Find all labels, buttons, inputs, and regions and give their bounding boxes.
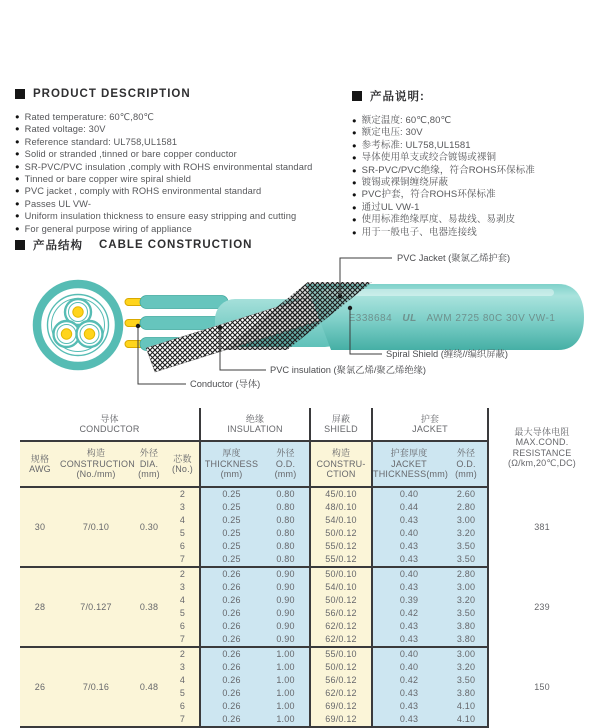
column-header-dia: 外径 DIA. (mm) <box>132 441 166 487</box>
jacket-od-cell: 2.60 <box>445 487 488 501</box>
bullet-item <box>352 214 600 226</box>
column-header-shield-construction: 构造 CONSTRU- CTION <box>310 441 372 487</box>
core-count-cell: 4 <box>166 674 200 687</box>
bullet-item <box>352 227 600 239</box>
jacket-od-cell: 3.20 <box>445 527 488 540</box>
construction-title-en: CABLE CONSTRUCTION <box>99 239 253 251</box>
jacket-od-cell: 3.20 <box>445 594 488 607</box>
product-description-cn-section <box>352 88 600 239</box>
insulation-thickness-cell: 0.26 <box>200 674 262 687</box>
column-header-cores: 芯数 (No.) <box>166 441 200 487</box>
insulation-thickness-cell: 0.26 <box>200 661 262 674</box>
bullet-item <box>352 165 600 177</box>
jacket-od-cell: 3.80 <box>445 620 488 633</box>
jacket-od-cell: 3.00 <box>445 514 488 527</box>
cable-diagram-svg <box>20 250 595 402</box>
spec-row <box>20 567 595 581</box>
jacket-od-cell: 3.50 <box>445 553 488 567</box>
shield-construction-cell: 54/0.10 <box>310 581 372 594</box>
insulation-od-cell: 0.90 <box>262 620 310 633</box>
shield-construction-cell: 54/0.10 <box>310 514 372 527</box>
insulation-od-cell: 1.00 <box>262 661 310 674</box>
bullet-item <box>15 111 347 123</box>
bullet-item <box>15 185 347 197</box>
core-count-cell: 2 <box>166 567 200 581</box>
group-header-conductor: 导体 CONDUCTOR <box>20 408 200 441</box>
bullet-text: 镀锡或裸铜缠绕屏蔽 <box>361 177 449 189</box>
bullet-icon: ● <box>15 149 20 159</box>
insulation-thickness-cell: 0.25 <box>200 553 262 567</box>
bullet-item <box>352 127 600 139</box>
cable-construction-diagram <box>20 250 595 402</box>
bullet-text: 使用标准绝缘厚度、易裁线、易剥皮 <box>361 214 516 226</box>
bullet-text: Passes UL VW- <box>24 198 92 209</box>
shield-construction-cell: 45/0.10 <box>310 487 372 501</box>
insulation-od-cell: 1.00 <box>262 674 310 687</box>
shield-construction-cell: 50/0.12 <box>310 527 372 540</box>
label-conductor: Conductor (导体) <box>190 379 261 389</box>
bullet-text: 用于一般电子、电器连接线 <box>361 226 477 238</box>
column-header-ins-od: 外径 O.D. (mm) <box>262 441 310 487</box>
column-header-resistance: 最大导体电阻 MAX.COND. RESISTANCE (Ω/km,20℃,DC) <box>488 408 595 487</box>
shield-construction-cell: 55/0.10 <box>310 647 372 661</box>
bullet-text: Uniform insulation thickness to ensure easy stripping and cutting <box>24 211 297 222</box>
bullet-icon: ● <box>15 136 20 146</box>
bullet-text: Rated temperature: 60℃,80℃ <box>24 112 155 122</box>
bullet-icon: ● <box>352 165 357 175</box>
bullet-item <box>15 210 347 222</box>
insulated-wire <box>140 296 228 309</box>
jacket-od-cell: 3.50 <box>445 674 488 687</box>
spec-table <box>20 408 595 728</box>
bullet-item <box>15 123 347 135</box>
insulation-od-cell: 0.80 <box>262 527 310 540</box>
group-header-row <box>20 408 595 441</box>
awg-cell: 26 <box>20 647 60 727</box>
core-count-cell: 5 <box>166 687 200 700</box>
jacket-thickness-cell: 0.40 <box>372 647 445 661</box>
ul-file-number: E338684 <box>348 313 393 324</box>
jacket-thickness-cell: 0.40 <box>372 567 445 581</box>
jacket-od-cell: 3.00 <box>445 581 488 594</box>
construction-cell: 7/0.16 <box>60 647 132 727</box>
construction-cell: 7/0.10 <box>60 487 132 567</box>
cable-spec-print: AWM 2725 80C 30V VW-1 <box>426 313 556 324</box>
resistance-cell: 381 <box>488 487 595 567</box>
bullet-text: Tinned or bare copper wire spiral shield <box>24 174 192 185</box>
bullet-text: 额定电压: 30V <box>361 127 423 139</box>
shield-construction-cell: 69/0.12 <box>310 700 372 713</box>
bullet-icon: ● <box>15 211 20 221</box>
bullet-text: SR-PVC/PVC insulation ,comply with ROHS environmental standard <box>24 161 313 172</box>
insulation-od-cell: 0.90 <box>262 633 310 647</box>
insulation-od-cell: 0.90 <box>262 581 310 594</box>
jacket-thickness-cell: 0.43 <box>372 700 445 713</box>
core-count-cell: 7 <box>166 713 200 727</box>
insulation-thickness-cell: 0.26 <box>200 633 262 647</box>
bullet-item <box>15 161 347 173</box>
bullet-icon: ● <box>15 223 20 233</box>
bullet-icon: ● <box>15 174 20 184</box>
label-spiral-shield: Spiral Shield (缠绕//编织屏蔽) <box>386 349 508 359</box>
awg-cell: 30 <box>20 487 60 567</box>
group-header-shield: 屏蔽 SHIELD <box>310 408 372 441</box>
jacket-thickness-cell: 0.42 <box>372 607 445 620</box>
jacket-od-cell: 3.50 <box>445 540 488 553</box>
insulation-od-cell: 0.90 <box>262 567 310 581</box>
label-pvc-insulation: PVC insulation (聚氯乙烯/聚乙烯绝缘) <box>270 365 427 375</box>
insulation-thickness-cell: 0.26 <box>200 594 262 607</box>
insulation-thickness-cell: 0.25 <box>200 527 262 540</box>
bullet-item <box>15 198 347 210</box>
awg-cell: 28 <box>20 567 60 647</box>
shield-construction-cell: 69/0.12 <box>310 713 372 727</box>
column-header-jacket-thickness: 护套厚度 JACKET THICKNESS(mm) <box>372 441 445 487</box>
dia-cell: 0.48 <box>132 647 166 727</box>
bullet-text: 导体使用单支或绞合镀锡或裸铜 <box>361 152 497 164</box>
core-count-cell: 4 <box>166 514 200 527</box>
core-count-cell: 3 <box>166 501 200 514</box>
bullet-icon: ● <box>352 227 357 237</box>
insulation-od-cell: 1.00 <box>262 700 310 713</box>
column-header-ins-thickness: 厚度 THICKNESS (mm) <box>200 441 262 487</box>
jacket-thickness-cell: 0.39 <box>372 594 445 607</box>
shield-construction-cell: 55/0.12 <box>310 553 372 567</box>
jacket-thickness-cell: 0.43 <box>372 713 445 727</box>
bullet-icon: ● <box>352 215 357 225</box>
product-description-cn-heading <box>352 88 600 104</box>
jacket-od-cell: 3.50 <box>445 607 488 620</box>
insulation-thickness-cell: 0.26 <box>200 581 262 594</box>
section-square-icon <box>15 240 25 250</box>
jacket-thickness-cell: 0.43 <box>372 514 445 527</box>
jacket-od-cell: 3.80 <box>445 687 488 700</box>
bullet-icon: ● <box>15 112 20 121</box>
shield-construction-cell: 55/0.12 <box>310 540 372 553</box>
dia-cell: 0.30 <box>132 487 166 567</box>
bullet-item <box>15 148 347 160</box>
label-pvc-jacket: PVC Jacket (聚氯乙烯护套) <box>397 253 511 263</box>
column-header-jacket-od: 外径 O.D. (mm) <box>445 441 488 487</box>
bullet-text: 额定温度: 60℃,80℃ <box>361 115 452 126</box>
bullet-icon: ● <box>352 128 357 138</box>
jacket-thickness-cell: 0.43 <box>372 687 445 700</box>
product-description-title: PRODUCT DESCRIPTION <box>33 88 191 100</box>
insulation-thickness-cell: 0.25 <box>200 501 262 514</box>
bullet-icon: ● <box>352 178 357 188</box>
bullet-icon: ● <box>15 161 20 171</box>
section-square-icon <box>15 89 25 99</box>
shield-construction-cell: 62/0.12 <box>310 687 372 700</box>
cable-cross-section <box>37 284 119 366</box>
ul-mark-icon: UL <box>402 313 417 324</box>
product-description-cn-title: 产品说明: <box>370 91 425 103</box>
bullet-item <box>15 223 347 235</box>
insulation-thickness-cell: 0.26 <box>200 620 262 633</box>
product-description-cn-list <box>352 115 600 239</box>
jacket-thickness-cell: 0.44 <box>372 501 445 514</box>
bullet-icon: ● <box>352 153 357 163</box>
bullet-icon: ● <box>15 186 20 196</box>
bullet-text: Solid or stranded ,tinned or bare copper conductor <box>24 149 237 160</box>
product-description-section <box>15 88 347 235</box>
insulation-od-cell: 0.90 <box>262 607 310 620</box>
insulation-thickness-cell: 0.26 <box>200 607 262 620</box>
core-count-cell: 3 <box>166 661 200 674</box>
section-square-icon <box>352 91 362 101</box>
insulation-thickness-cell: 0.25 <box>200 514 262 527</box>
jacket-od-cell: 4.10 <box>445 700 488 713</box>
bullet-icon: ● <box>15 124 20 134</box>
shield-construction-cell: 62/0.12 <box>310 633 372 647</box>
bullet-item <box>15 173 347 185</box>
jacket-od-cell: 3.20 <box>445 661 488 674</box>
jacket-thickness-cell: 0.40 <box>372 661 445 674</box>
jacket-thickness-cell: 0.42 <box>372 674 445 687</box>
core-count-cell: 7 <box>166 633 200 647</box>
insulation-od-cell: 1.00 <box>262 713 310 727</box>
insulation-thickness-cell: 0.26 <box>200 647 262 661</box>
core-count-cell: 2 <box>166 487 200 501</box>
shield-construction-cell: 50/0.10 <box>310 567 372 581</box>
bullet-text: 通过UL VW-1 <box>361 201 420 213</box>
jacket-od-cell: 2.80 <box>445 501 488 514</box>
bullet-icon: ● <box>352 202 357 212</box>
jacket-thickness-cell: 0.40 <box>372 487 445 501</box>
insulation-thickness-cell: 0.26 <box>200 700 262 713</box>
core-count-cell: 6 <box>166 700 200 713</box>
core-count-cell: 2 <box>166 647 200 661</box>
jacket-od-cell: 2.80 <box>445 567 488 581</box>
insulation-od-cell: 0.80 <box>262 540 310 553</box>
shield-construction-cell: 50/0.12 <box>310 661 372 674</box>
jacket-od-cell: 3.80 <box>445 633 488 647</box>
insulation-thickness-cell: 0.26 <box>200 687 262 700</box>
group-header-jacket: 护套 JACKET <box>372 408 488 441</box>
resistance-cell: 150 <box>488 647 595 727</box>
bullet-item <box>352 177 600 189</box>
dia-cell: 0.38 <box>132 567 166 647</box>
core-count-cell: 6 <box>166 540 200 553</box>
bullet-icon: ● <box>352 190 357 200</box>
core-count-cell: 4 <box>166 594 200 607</box>
core-count-cell: 6 <box>166 620 200 633</box>
bullet-text: SR-PVC/PVC绝缘，符合ROHS环保标准 <box>361 164 535 176</box>
jacket-thickness-cell: 0.43 <box>372 553 445 567</box>
bullet-item <box>352 202 600 214</box>
bullet-item <box>352 152 600 164</box>
insulation-od-cell: 0.90 <box>262 594 310 607</box>
insulation-thickness-cell: 0.25 <box>200 487 262 501</box>
shield-construction-cell: 62/0.12 <box>310 620 372 633</box>
insulation-od-cell: 1.00 <box>262 687 310 700</box>
construction-cell: 7/0.127 <box>60 567 132 647</box>
bullet-icon: ● <box>352 116 357 125</box>
jacket-od-cell: 4.10 <box>445 713 488 727</box>
jacket-thickness-cell: 0.40 <box>372 527 445 540</box>
product-description-heading <box>15 88 347 100</box>
shield-construction-cell: 48/0.10 <box>310 501 372 514</box>
insulation-thickness-cell: 0.26 <box>200 713 262 727</box>
construction-title-cn: 产品结构 <box>33 240 83 252</box>
column-header-awg: 规格 AWG <box>20 441 60 487</box>
shield-construction-cell: 50/0.12 <box>310 594 372 607</box>
jacket-thickness-cell: 0.43 <box>372 540 445 553</box>
spec-row <box>20 647 595 661</box>
cable-print-text <box>349 313 556 324</box>
bullet-item <box>352 140 600 152</box>
bullet-icon: ● <box>352 140 357 150</box>
core-count-cell: 5 <box>166 527 200 540</box>
bullet-item <box>352 189 600 201</box>
insulation-od-cell: 0.80 <box>262 514 310 527</box>
shield-construction-cell: 56/0.12 <box>310 607 372 620</box>
bullet-text: Reference standard: UL758,UL1581 <box>24 136 178 147</box>
product-description-list <box>15 111 347 235</box>
shield-construction-cell: 56/0.12 <box>310 674 372 687</box>
insulation-thickness-cell: 0.25 <box>200 540 262 553</box>
insulation-od-cell: 0.80 <box>262 487 310 501</box>
bullet-item <box>352 115 600 127</box>
bullet-item <box>15 136 347 148</box>
resistance-cell: 239 <box>488 567 595 647</box>
jacket-thickness-cell: 0.43 <box>372 633 445 647</box>
insulation-od-cell: 0.80 <box>262 553 310 567</box>
bullet-text: 参考标准: UL758,UL1581 <box>361 139 471 151</box>
core-count-cell: 5 <box>166 607 200 620</box>
bullet-text: For general purpose wiring of appliance <box>24 223 192 234</box>
bullet-text: PVC jacket , comply with ROHS environmental standard <box>24 186 262 197</box>
bullet-icon: ● <box>15 198 20 208</box>
jacket-thickness-cell: 0.43 <box>372 581 445 594</box>
group-header-insulation: 绝缘 INSULATION <box>200 408 310 441</box>
column-header-construction: 构造 CONSTRUCTION (No./mm) <box>60 441 132 487</box>
spec-table-body <box>20 487 595 727</box>
bullet-text: Rated voltage: 30V <box>24 124 106 135</box>
bullet-text: PVC护套，符合ROHS环保标准 <box>361 189 496 201</box>
core-count-cell: 3 <box>166 581 200 594</box>
insulation-thickness-cell: 0.26 <box>200 567 262 581</box>
jacket-thickness-cell: 0.43 <box>372 620 445 633</box>
jacket-od-cell: 3.00 <box>445 647 488 661</box>
core-count-cell: 7 <box>166 553 200 567</box>
spec-row <box>20 487 595 501</box>
insulation-od-cell: 1.00 <box>262 647 310 661</box>
insulation-od-cell: 0.80 <box>262 501 310 514</box>
